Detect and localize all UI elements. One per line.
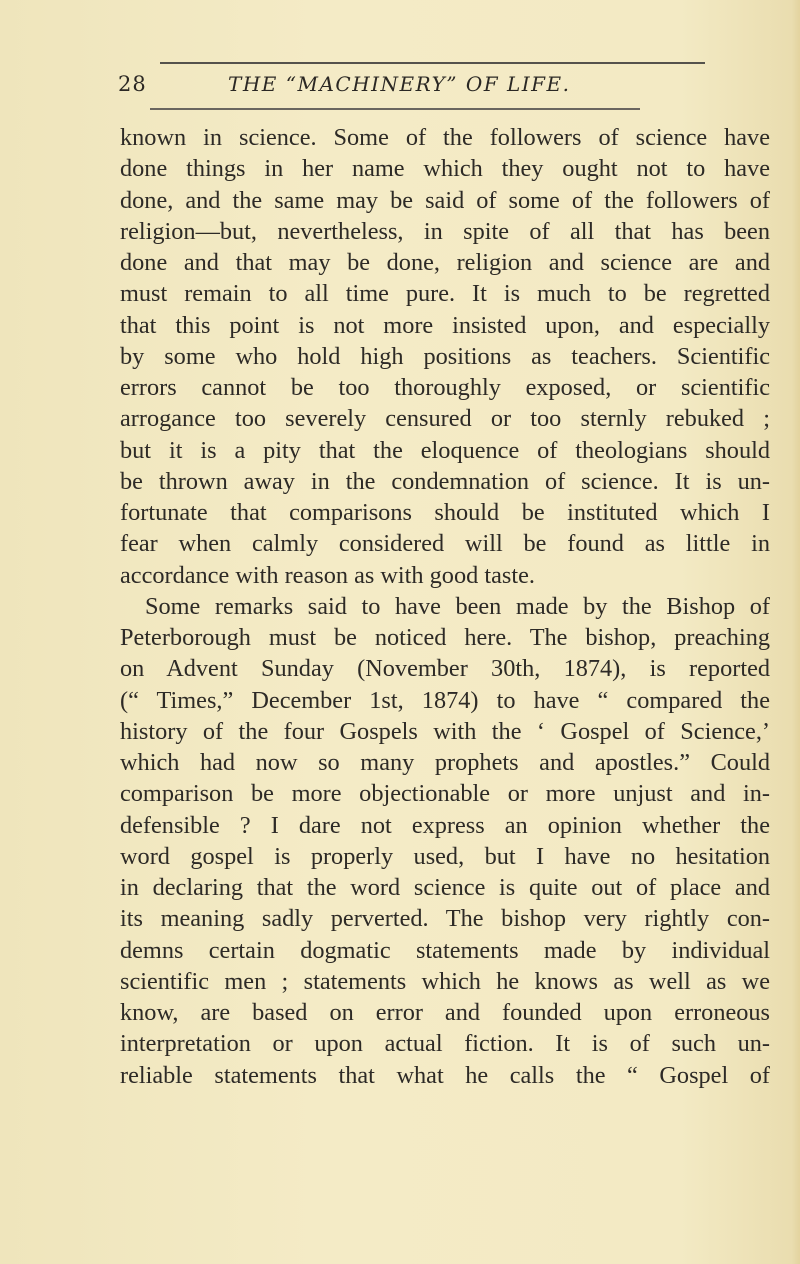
running-title: THE “MACHINERY” OF LIFE. (228, 72, 571, 96)
text-line: history of the four Gospels with the ‘ Gospel of Science,’ (120, 717, 770, 745)
text-line: errors cannot be too thoroughly exposed, or scientific (120, 374, 770, 401)
text-line: must remain to all time pure. It is much to be regretted (120, 280, 770, 308)
text-line: known in science. Some of the followers of science have (120, 124, 770, 151)
text-line: accordance with reason as with good taste. (120, 561, 535, 589)
header-rule-top (160, 62, 705, 64)
text-line: in declaring that the word science is quite out of place and (120, 874, 770, 901)
running-header (118, 72, 718, 108)
text-line: but it is a pity that the eloquence of theologians should (120, 436, 770, 464)
body-text (120, 122, 770, 1091)
text-line: done, and the same may be said of some of the followers of (120, 186, 770, 214)
text-line: interpretation or upon actual fiction. It is of such un- (120, 1030, 770, 1058)
text-line: Peterborough must be noticed here. The bishop, preaching (120, 624, 770, 651)
text-line: (“ Times,” December 1st, 1874) to have “ compared the (120, 686, 770, 714)
text-line: religion—but, nevertheless, in spite of all that has been (120, 217, 770, 245)
text-line: be thrown away in the condemnation of science. It is un- (120, 467, 770, 495)
text-line: scientific men ; statements which he knows as well as we (120, 967, 770, 995)
text-line: its meaning sadly perverted. The bishop very rightly con- (120, 905, 770, 933)
text-line: by some who hold high positions as teachers. Scientific (120, 342, 770, 370)
text-line: reliable statements that what he calls the “ Gospel of (120, 1061, 770, 1089)
text-line: that this point is not more insisted upon, and especially (120, 311, 770, 339)
text-line: defensible ? I dare not express an opinion whether the (120, 811, 770, 839)
text-line: fear when calmly considered will be found as little in (120, 530, 770, 558)
text-line: Some remarks said to have been made by the Bishop of (145, 592, 770, 620)
text-line: comparison be more objectionable or more unjust and in- (120, 780, 770, 808)
text-line: word gospel is properly used, but I have no hesitation (120, 842, 770, 870)
text-line: done and that may be done, religion and science are and (120, 249, 770, 276)
text-line: which had now so many prophets and apostles.” Could (120, 749, 770, 776)
page-edge-shading (792, 0, 800, 1264)
text-line: done things in her name which they ought not to have (120, 155, 770, 183)
text-line: demns certain dogmatic statements made by individual (120, 936, 770, 964)
page-number: 28 (118, 72, 147, 96)
text-line: arrogance too severely censured or too sternly rebuked ; (120, 405, 770, 433)
text-line: fortunate that comparisons should be instituted which I (120, 499, 770, 526)
header-rule-bottom (150, 108, 640, 110)
text-line: know, are based on error and founded upon erroneous (120, 999, 770, 1026)
text-line: on Advent Sunday (November 30th, 1874), is reported (120, 655, 770, 683)
